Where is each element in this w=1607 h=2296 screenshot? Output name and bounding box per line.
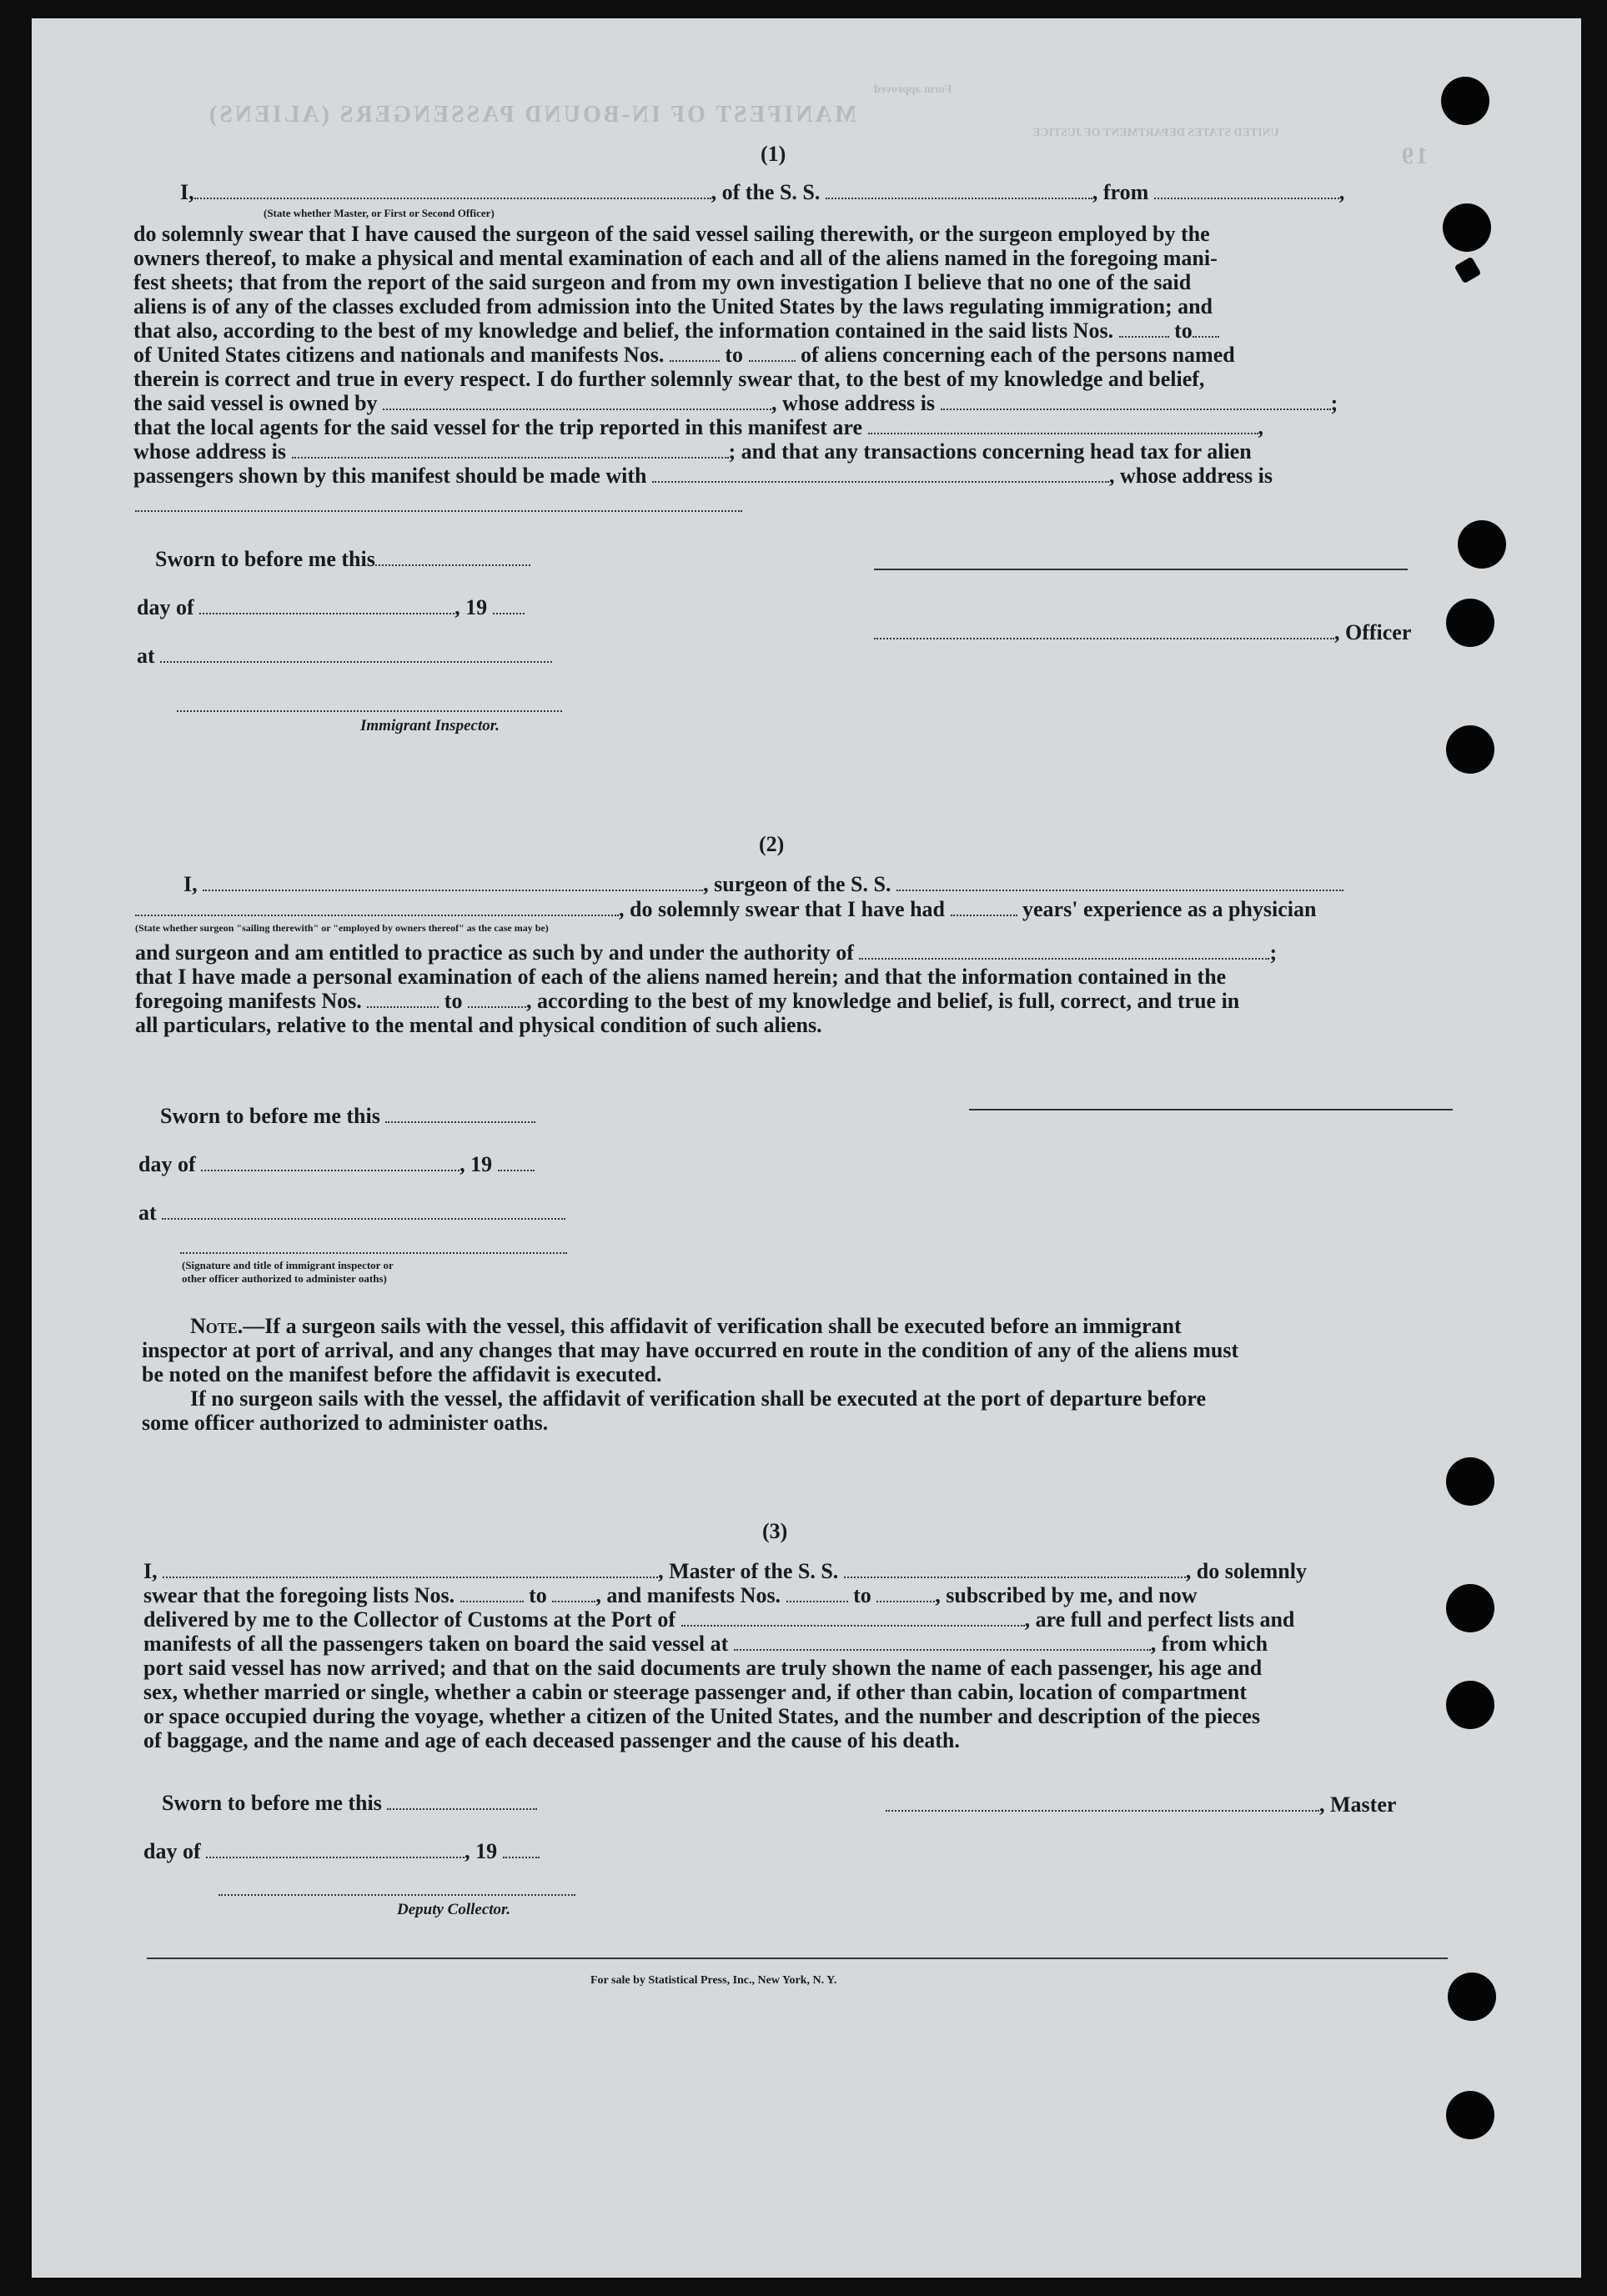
s2-note-surgeon: (State whether surgeon "sailing therewith" or "employed by owners thereof" as the case may be) xyxy=(135,922,549,934)
s2-line-6: all particulars, relative to the mental and physical condition of such aliens. xyxy=(135,1013,822,1037)
s1-officer: , Officer xyxy=(874,620,1411,645)
binder-hole xyxy=(1441,77,1489,125)
s1-line-11: whose address is ; and that any transactions concerning head tax for alien xyxy=(133,439,1252,464)
s2-note-line-2: inspector at port of arrival, and any changes that may have occurred en route in the condition of any of the aliens must xyxy=(142,1338,1239,1362)
s3-day-of: day of , 19 xyxy=(143,1839,540,1864)
s1-line-4: fest sheets; that from the report of the said surgeon and from my own investigation I believe that no one of the said xyxy=(133,270,1192,294)
s1-line-9: the said vessel is owned by , whose address is ; xyxy=(133,391,1338,415)
binder-hole xyxy=(1458,520,1506,569)
s1-line-10: that the local agents for the said vessel for the trip reported in this manifest are , xyxy=(133,415,1264,439)
s1-officer-sig-line-1 xyxy=(874,569,1408,570)
s1-line-12: passengers shown by this manifest should be made with , whose address is xyxy=(133,464,1273,488)
s3-collector-label: Deputy Collector. xyxy=(397,1901,511,1918)
s2-sig-note-2: other officer authorized to administer oaths) xyxy=(182,1272,387,1285)
s2-line-2: , do solemnly swear that I have had years' experience as a physician xyxy=(135,897,1316,922)
binder-hole xyxy=(1448,1973,1496,2021)
s2-note-line-5: some officer authorized to administer oaths. xyxy=(142,1411,549,1435)
footer-rule xyxy=(147,1958,1448,1959)
s2-note-line-3: be noted on the manifest before the affidavit is executed. xyxy=(142,1362,662,1386)
printer-imprint: For sale by Statistical Press, Inc., New York, N. Y. xyxy=(590,1974,837,1987)
manifest-form-page xyxy=(32,18,1581,2278)
s3-master: , Master xyxy=(886,1792,1396,1817)
s1-line-2: do solemnly swear that I have caused the surgeon of the said vessel sailing therewith, or the surgeon employed by the xyxy=(133,222,1210,246)
s3-line-3: delivered by me to the Collector of Customs at the Port of , are full and perfect lists and xyxy=(143,1607,1295,1632)
binder-hole xyxy=(1446,2091,1494,2139)
s2-at: at xyxy=(138,1201,565,1226)
binder-hole xyxy=(1446,599,1494,647)
s1-line-1: I, , of the S. S. , from , xyxy=(180,180,1345,204)
binder-hole xyxy=(1446,725,1494,774)
bleed-through-title: MANIFEST OF IN-BOUND PASSENGERS (ALIENS) xyxy=(207,102,857,128)
s2-note-line-1: Note.—If a surgeon sails with the vessel, this affidavit of verification shall be executed before an immigrant xyxy=(190,1314,1182,1338)
s1-line-3: owners thereof, to make a physical and mental examination of each and all of the aliens named in the foregoing mani- xyxy=(133,246,1218,270)
section-1-heading: (1) xyxy=(761,142,786,166)
s3-line-8: of baggage, and the name and age of each deceased passenger and the cause of his death. xyxy=(143,1728,960,1752)
s2-surgeon-sig-line xyxy=(969,1109,1453,1110)
s1-sworn: Sworn to before me this xyxy=(155,547,530,572)
s1-of-ss: , of the S. S. xyxy=(711,180,821,204)
bleed-through-form-approved: Form approved xyxy=(874,83,952,96)
binder-hole xyxy=(1446,1681,1494,1729)
s3-line-7: or space occupied during the voyage, whether a citizen of the United States, and the number and description of the pieces xyxy=(143,1704,1260,1728)
s1-line-7: of United States citizens and nationals and manifests Nos. to of aliens concerning each of the persons named xyxy=(133,343,1235,367)
s1-line-5: aliens is of any of the classes excluded from admission into the United States by the laws regulating immigration; and xyxy=(133,294,1213,318)
s2-sworn: Sworn to before me this xyxy=(160,1104,535,1129)
s1-inspector-line xyxy=(177,710,562,712)
s3-line-2: swear that the foregoing lists Nos. to , and manifests Nos. to , subscribed by me, and now xyxy=(143,1583,1198,1607)
s2-line-1: I, , surgeon of the S. S. xyxy=(183,872,1343,897)
binder-hole xyxy=(1443,203,1491,252)
bleed-through-dept: UNITED STATES DEPARTMENT OF JUSTICE xyxy=(1032,127,1279,139)
s2-line-4: that I have made a personal examination of each of the aliens named herein; and that the information contained in the xyxy=(135,965,1227,989)
section-2-heading: (2) xyxy=(759,832,785,856)
s1-day-of: day of , 19 xyxy=(137,595,525,620)
s1-address-blank xyxy=(135,510,742,512)
s1-line-8: therein is correct and true in every respect. I do further solemnly swear that, to the best of my knowledge and belief, xyxy=(133,367,1205,391)
s1-line-6: that also, according to the best of my knowledge and belief, the information contained in the said lists Nos. to xyxy=(133,318,1219,343)
s1-i: I, xyxy=(180,180,194,204)
bleed-through-number: 19 xyxy=(1399,143,1428,169)
s1-inspector-label: Immigrant Inspector. xyxy=(360,717,500,734)
s2-note-line-4: If no surgeon sails with the vessel, the affidavit of verification shall be executed at the port of departure before xyxy=(190,1386,1207,1411)
s2-line-3: and surgeon and am entitled to practice as such by and under the authority of ; xyxy=(135,940,1278,965)
binder-hole xyxy=(1446,1457,1494,1506)
s3-collector-line xyxy=(218,1894,575,1896)
s2-note-label: Note. xyxy=(190,1314,244,1338)
binder-hole xyxy=(1446,1584,1494,1632)
s1-at: at xyxy=(137,644,552,669)
s3-line-6: sex, whether married or single, whether a cabin or steerage passenger and, if other than cabin, location of compartment xyxy=(143,1680,1247,1704)
s1-note-master: (State whether Master, or First or Second Officer) xyxy=(264,207,495,219)
s3-line-5: port said vessel has now arrived; and that on the said documents are truly shown the name of each passenger, his age and xyxy=(143,1656,1263,1680)
s2-day-of: day of , 19 xyxy=(138,1152,535,1177)
s3-line-4: manifests of all the passengers taken on board the said vessel at , from which xyxy=(143,1632,1268,1656)
s2-sig-line xyxy=(180,1252,567,1254)
s2-line-5: foregoing manifests Nos. to , according to the best of my knowledge and belief, is full, correct, and true in xyxy=(135,989,1240,1013)
s1-from: , from xyxy=(1092,180,1149,204)
section-3-heading: (3) xyxy=(762,1519,788,1543)
s3-sworn: Sworn to before me this xyxy=(162,1791,537,1816)
s3-line-1: I, , Master of the S. S. , do solemnly xyxy=(143,1559,1307,1583)
s2-sig-note-1: (Signature and title of immigrant inspector or xyxy=(182,1259,394,1271)
